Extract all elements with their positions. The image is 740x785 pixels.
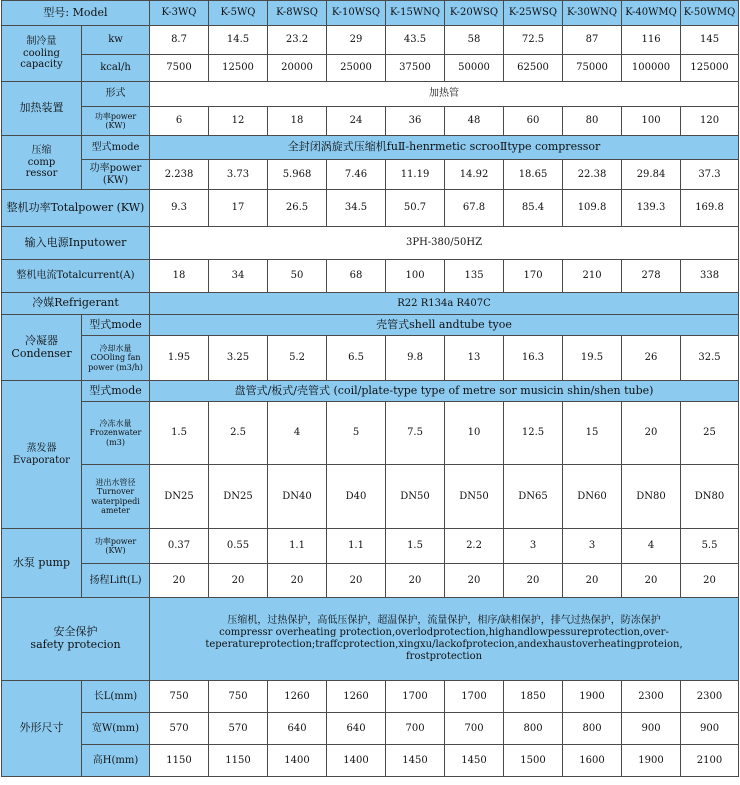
cell: DN80 — [681, 465, 739, 529]
cell: 1700 — [386, 681, 445, 713]
cell: 20 — [327, 564, 386, 598]
dimension-width-row — [2, 713, 739, 745]
compressor-type-row — [2, 136, 739, 160]
cell: 50.7 — [386, 190, 445, 227]
cell: 5.2 — [268, 336, 327, 381]
model-name: K-50WMQ — [681, 1, 739, 26]
cell: 25000 — [327, 55, 386, 82]
cell: 20 — [622, 402, 681, 465]
safety-label-en: safety protecion — [30, 638, 121, 651]
cell: 20 — [622, 564, 681, 598]
cell: DN65 — [504, 465, 563, 529]
compressor-type-value: 全封闭涡旋式压缩机fuⅡ-henrmetic scrooⅡtype compressor — [150, 136, 739, 160]
safety-line: frostprotection — [405, 650, 483, 662]
model-name: K-30WNQ — [563, 1, 622, 26]
cell: 2100 — [681, 745, 739, 777]
evaporator-water-row — [2, 402, 739, 465]
total-power-row — [2, 190, 739, 227]
cell: 100000 — [622, 55, 681, 82]
cell: 1700 — [445, 681, 504, 713]
compressor-label — [2, 136, 82, 190]
condenser-type-label: 型式mode — [82, 315, 150, 336]
cell: 4 — [268, 402, 327, 465]
model-name: K-40WMQ — [622, 1, 681, 26]
cell: 1.5 — [386, 529, 445, 564]
evaporator-pipe-row — [2, 465, 739, 529]
cell: 125000 — [681, 55, 739, 82]
model-name: K-3WQ — [150, 1, 209, 26]
cell: 5 — [327, 402, 386, 465]
evaporator-type-value: 盘管式/板式/壳管式 (coil/plate-type type of metre sor musicin shin/shen tube) — [150, 381, 739, 402]
cell: 120 — [681, 107, 739, 136]
cell: 116 — [622, 26, 681, 55]
cell: 67.8 — [445, 190, 504, 227]
safety-line: teperatureprotection;traffcprotection,xingxu/lackofprotecion,andexhaustoverheatingproteion, — [205, 639, 683, 650]
total-current-label: 整机电流Totalcurrent(A) — [2, 260, 150, 293]
compressor-label-en1: comp — [27, 156, 56, 168]
safety-line: 压缩机，过热保护，高低压保护，超温保护，流量保护，相序/缺相保护，排气过热保护，防冻保护 — [227, 615, 661, 627]
spec-table — [1, 0, 739, 777]
cell: 48 — [445, 107, 504, 136]
cell: 7.46 — [327, 160, 386, 190]
heating-type-label: 形式 — [82, 82, 150, 107]
cell: 900 — [622, 713, 681, 745]
cooling-kcal-unit: kcal/h — [82, 55, 150, 82]
cell: DN25 — [150, 465, 209, 529]
input-power-label: 输入电源Inputower — [2, 227, 150, 260]
cooling-label-en1: cooling — [23, 47, 60, 59]
heating-type-row — [2, 82, 739, 107]
cell: 1150 — [209, 745, 268, 777]
cell: 1500 — [504, 745, 563, 777]
cell: 20 — [209, 564, 268, 598]
cell: 50000 — [445, 55, 504, 82]
cell: 145 — [681, 26, 739, 55]
cell: 25 — [681, 402, 739, 465]
refrigerant-value: R22 R134a R407C — [150, 293, 739, 315]
pump-lift-label: 扬程Lift(L) — [82, 564, 150, 598]
cell: 5.5 — [681, 529, 739, 564]
cell: 20 — [386, 564, 445, 598]
cell: 1850 — [504, 681, 563, 713]
height-label: 高H(mm) — [82, 745, 150, 777]
cell: 570 — [209, 713, 268, 745]
evaporator-type-label: 型式mode — [82, 381, 150, 402]
cell: 109.8 — [563, 190, 622, 227]
cell: 1900 — [622, 745, 681, 777]
cell: 1400 — [268, 745, 327, 777]
evaporator-label-en: Evaporator — [13, 454, 70, 466]
cell: 6 — [150, 107, 209, 136]
cell: 210 — [563, 260, 622, 293]
cell: 34.5 — [327, 190, 386, 227]
cell: 10 — [445, 402, 504, 465]
cell: 900 — [681, 713, 739, 745]
cell: 100 — [386, 260, 445, 293]
cell: 18 — [150, 260, 209, 293]
condenser-fan-row — [2, 336, 739, 381]
condenser-label — [2, 315, 82, 381]
model-name: K-10WSQ — [327, 1, 386, 26]
condenser-label-en: Condenser — [11, 346, 72, 360]
evaporator-label — [2, 381, 82, 529]
safety-label — [2, 598, 150, 681]
compressor-power-row — [2, 160, 739, 190]
heating-type-value: 加热管 — [150, 82, 739, 107]
cell: 135 — [445, 260, 504, 293]
cell: 50 — [268, 260, 327, 293]
cell: 9.3 — [150, 190, 209, 227]
cell: 3 — [563, 529, 622, 564]
cell: DN40 — [268, 465, 327, 529]
cell: 1450 — [386, 745, 445, 777]
cell: 800 — [504, 713, 563, 745]
model-name: K-20WSQ — [445, 1, 504, 26]
input-power-row — [2, 227, 739, 260]
cell: 3.25 — [209, 336, 268, 381]
cell: 5.968 — [268, 160, 327, 190]
cooling-kw-unit: kw — [82, 26, 150, 55]
cell: 43.5 — [386, 26, 445, 55]
cell: 18.65 — [504, 160, 563, 190]
safety-row — [2, 598, 739, 681]
condenser-type-value: 壳管式shell andtube tyoe — [150, 315, 739, 336]
cell: 100 — [622, 107, 681, 136]
cell: 20 — [681, 564, 739, 598]
cell: 34 — [209, 260, 268, 293]
dimension-length-row — [2, 681, 739, 713]
cell: 1.1 — [268, 529, 327, 564]
heating-power-row — [2, 107, 739, 136]
model-name: K-25WSQ — [504, 1, 563, 26]
pump-lift-row — [2, 564, 739, 598]
cell: 2.2 — [445, 529, 504, 564]
cell: 3 — [504, 529, 563, 564]
cell: 2300 — [622, 681, 681, 713]
cell: 24 — [327, 107, 386, 136]
cell: 1260 — [268, 681, 327, 713]
cell: 20 — [150, 564, 209, 598]
cell: 700 — [386, 713, 445, 745]
cell: 87 — [563, 26, 622, 55]
cell: 1600 — [563, 745, 622, 777]
model-header-row — [2, 1, 739, 26]
cell: 20 — [268, 564, 327, 598]
condenser-label-cn: 冷凝器 — [25, 333, 58, 347]
cell: 20 — [445, 564, 504, 598]
cell: 36 — [386, 107, 445, 136]
cell: 4 — [622, 529, 681, 564]
cell: 1450 — [445, 745, 504, 777]
cell: 0.37 — [150, 529, 209, 564]
cell: 85.4 — [504, 190, 563, 227]
cell: 1900 — [563, 681, 622, 713]
cell: 68 — [327, 260, 386, 293]
refrigerant-label: 冷媒Refrigerant — [2, 293, 150, 315]
heating-label: 加热装置 — [2, 82, 82, 136]
cell: 11.19 — [386, 160, 445, 190]
cell: DN25 — [209, 465, 268, 529]
cell: D40 — [327, 465, 386, 529]
heating-power-label: 功率power (KW) — [82, 107, 150, 136]
cell: 62500 — [504, 55, 563, 82]
cell: 16.3 — [504, 336, 563, 381]
cell: 14.5 — [209, 26, 268, 55]
cell: 20 — [504, 564, 563, 598]
model-name: K-15WNQ — [386, 1, 445, 26]
cell: 1260 — [327, 681, 386, 713]
pump-power-row — [2, 529, 739, 564]
length-label: 长L(mm) — [82, 681, 150, 713]
evaporator-pipe-label: 进出水管径 Turnover waterpipedi ameter — [82, 465, 150, 529]
cell: 20 — [563, 564, 622, 598]
cell: 278 — [622, 260, 681, 293]
cell: 338 — [681, 260, 739, 293]
cell: 6.5 — [327, 336, 386, 381]
cell: 29.84 — [622, 160, 681, 190]
cell: 12 — [209, 107, 268, 136]
cell: 12.5 — [504, 402, 563, 465]
cell: 640 — [268, 713, 327, 745]
compressor-label-en2: ressor — [25, 168, 58, 180]
total-current-row — [2, 260, 739, 293]
cooling-label-cn: 制冷量 — [26, 35, 57, 47]
cell: 800 — [563, 713, 622, 745]
cell: 26.5 — [268, 190, 327, 227]
cell: 1150 — [150, 745, 209, 777]
cell: 37500 — [386, 55, 445, 82]
compressor-label-cn: 压缩 — [31, 144, 52, 156]
cell: 2.5 — [209, 402, 268, 465]
cell: 9.8 — [386, 336, 445, 381]
input-power-value: 3PH-380/50HZ — [150, 227, 739, 260]
cell: 169.8 — [681, 190, 739, 227]
cell: 640 — [327, 713, 386, 745]
cell: 60 — [504, 107, 563, 136]
cell: 80 — [563, 107, 622, 136]
cell: 3.73 — [209, 160, 268, 190]
cell: 32.5 — [681, 336, 739, 381]
model-name: K-8WSQ — [268, 1, 327, 26]
cell: 22.38 — [563, 160, 622, 190]
condenser-fan-label: 冷却水量 COOling fan power (m3/h) — [82, 336, 150, 381]
evaporator-type-row — [2, 381, 739, 402]
model-label: 型号: Model — [2, 1, 150, 26]
cell: 12500 — [209, 55, 268, 82]
cell: 23.2 — [268, 26, 327, 55]
cell: 1400 — [327, 745, 386, 777]
cell: 18 — [268, 107, 327, 136]
cell: 139.3 — [622, 190, 681, 227]
cell: 19.5 — [563, 336, 622, 381]
cell: 170 — [504, 260, 563, 293]
cooling-kw-row — [2, 26, 739, 55]
refrigerant-row — [2, 293, 739, 315]
cell: 2300 — [681, 681, 739, 713]
cell: 750 — [209, 681, 268, 713]
cell: 0.55 — [209, 529, 268, 564]
cell: 20000 — [268, 55, 327, 82]
cell: DN80 — [622, 465, 681, 529]
cell: 7500 — [150, 55, 209, 82]
cell: DN60 — [563, 465, 622, 529]
evaporator-water-label: 冷冻水量 Frozenwater (m3) — [82, 402, 150, 465]
cell: 26 — [622, 336, 681, 381]
cell: 1.95 — [150, 336, 209, 381]
pump-label: 水泵 pump — [2, 529, 82, 598]
total-power-label: 整机功率Totalpower (KW) — [2, 190, 150, 227]
cooling-capacity-label — [2, 26, 82, 82]
cell: 570 — [150, 713, 209, 745]
cell: 29 — [327, 26, 386, 55]
evaporator-label-cn: 蒸发器 — [26, 442, 57, 454]
cell: 700 — [445, 713, 504, 745]
cell: 17 — [209, 190, 268, 227]
cell: 72.5 — [504, 26, 563, 55]
dimensions-label: 外形尺寸 — [2, 681, 82, 777]
safety-line: compressr overheating protection,overlodprotection,highandlowpessureprotection,over- — [219, 627, 669, 639]
cell: 2.238 — [150, 160, 209, 190]
cell: DN50 — [386, 465, 445, 529]
width-label: 宽W(mm) — [82, 713, 150, 745]
safety-label-cn: 安全保护 — [53, 625, 98, 639]
cell: 75000 — [563, 55, 622, 82]
compressor-power-label: 功率power (KW) — [82, 160, 150, 190]
pump-power-label: 功率power (KW) — [82, 529, 150, 564]
cell: 15 — [563, 402, 622, 465]
compressor-type-label: 型式mode — [82, 136, 150, 160]
cell: 13 — [445, 336, 504, 381]
cell: 1.5 — [150, 402, 209, 465]
cell: 8.7 — [150, 26, 209, 55]
cell: 37.3 — [681, 160, 739, 190]
cell: 14.92 — [445, 160, 504, 190]
model-name: K-5WQ — [209, 1, 268, 26]
cell: 750 — [150, 681, 209, 713]
cell: 7.5 — [386, 402, 445, 465]
cell: DN50 — [445, 465, 504, 529]
cell: 1.1 — [327, 529, 386, 564]
cooling-label-en2: capacity — [20, 59, 63, 71]
dimension-height-row — [2, 745, 739, 777]
condenser-type-row — [2, 315, 739, 336]
cell: 58 — [445, 26, 504, 55]
safety-description — [150, 598, 739, 681]
cooling-kcal-row — [2, 55, 739, 82]
